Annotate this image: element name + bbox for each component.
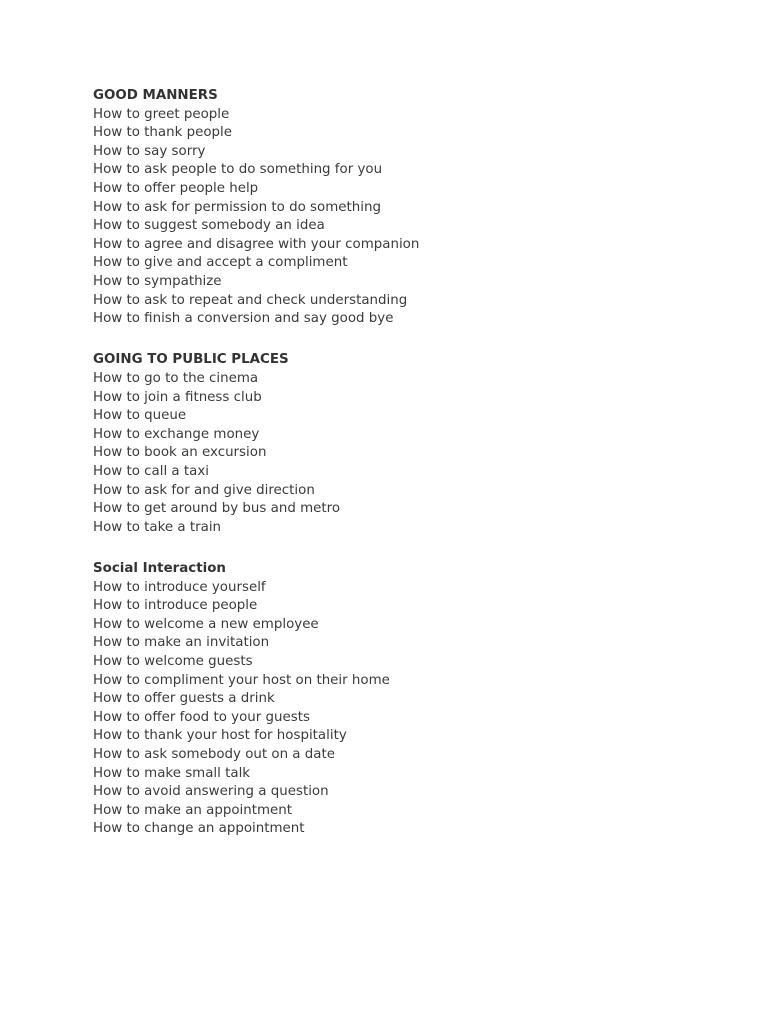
list-item: How to suggest somebody an idea [93, 218, 325, 234]
list-item: How to make an invitation [93, 635, 270, 651]
list-item: How to exchange money [93, 426, 260, 442]
section-title: Social Interaction [93, 561, 226, 577]
list-item: How to get around by bus and metro [93, 501, 341, 517]
list-item: How to agree and disagree with your companion [93, 236, 420, 252]
list-item: How to ask people to do something for you [93, 162, 383, 178]
list-item: How to introduce people [93, 598, 258, 614]
list-item: How to take a train [93, 519, 222, 535]
list-item: How to thank your host for hospitality [93, 728, 347, 744]
list-item: How to ask to repeat and check understanding [93, 292, 408, 308]
section-2 [93, 560, 693, 839]
section-item-list [93, 579, 693, 839]
list-item: How to introduce yourself [93, 579, 266, 595]
list-item: How to change an appointment [93, 821, 305, 837]
list-item: How to ask for and give direction [93, 482, 315, 498]
section-title: GOING TO PUBLIC PLACES [93, 352, 289, 368]
list-item: How to welcome a new employee [93, 616, 319, 632]
list-item: How to queue [93, 408, 187, 424]
list-item: How to make an appointment [93, 802, 293, 818]
list-item: How to give and accept a compliment [93, 255, 348, 271]
section-title: GOOD MANNERS [93, 88, 218, 103]
section-0 [93, 87, 693, 329]
list-item: How to greet people [93, 106, 230, 122]
list-item: How to book an excursion [93, 445, 267, 461]
section-1 [93, 351, 693, 537]
list-item: How to avoid answering a question [93, 784, 329, 800]
section-item-list [93, 106, 693, 329]
list-item: How to ask for permission to do something [93, 199, 381, 215]
list-item: How to welcome guests [93, 654, 253, 669]
list-item: How to say sorry [93, 143, 206, 159]
list-item: How to go to the cinema [93, 371, 259, 386]
list-item: How to offer food to your guests [93, 709, 310, 725]
document-page [93, 87, 693, 839]
list-item: How to join a fitness club [93, 389, 262, 405]
list-item: How to make small talk [93, 765, 251, 781]
list-item: How to compliment your host on their home [93, 672, 390, 688]
list-item: How to offer guests a drink [93, 691, 275, 707]
list-item: How to sympathize [93, 273, 222, 289]
list-item: How to ask somebody out on a date [93, 746, 335, 762]
list-item: How to offer people help [93, 180, 259, 196]
section-item-list [93, 370, 693, 537]
list-item: How to finish a conversion and say good bye [93, 311, 394, 327]
list-item: How to thank people [93, 125, 232, 141]
list-item: How to call a taxi [93, 463, 209, 479]
